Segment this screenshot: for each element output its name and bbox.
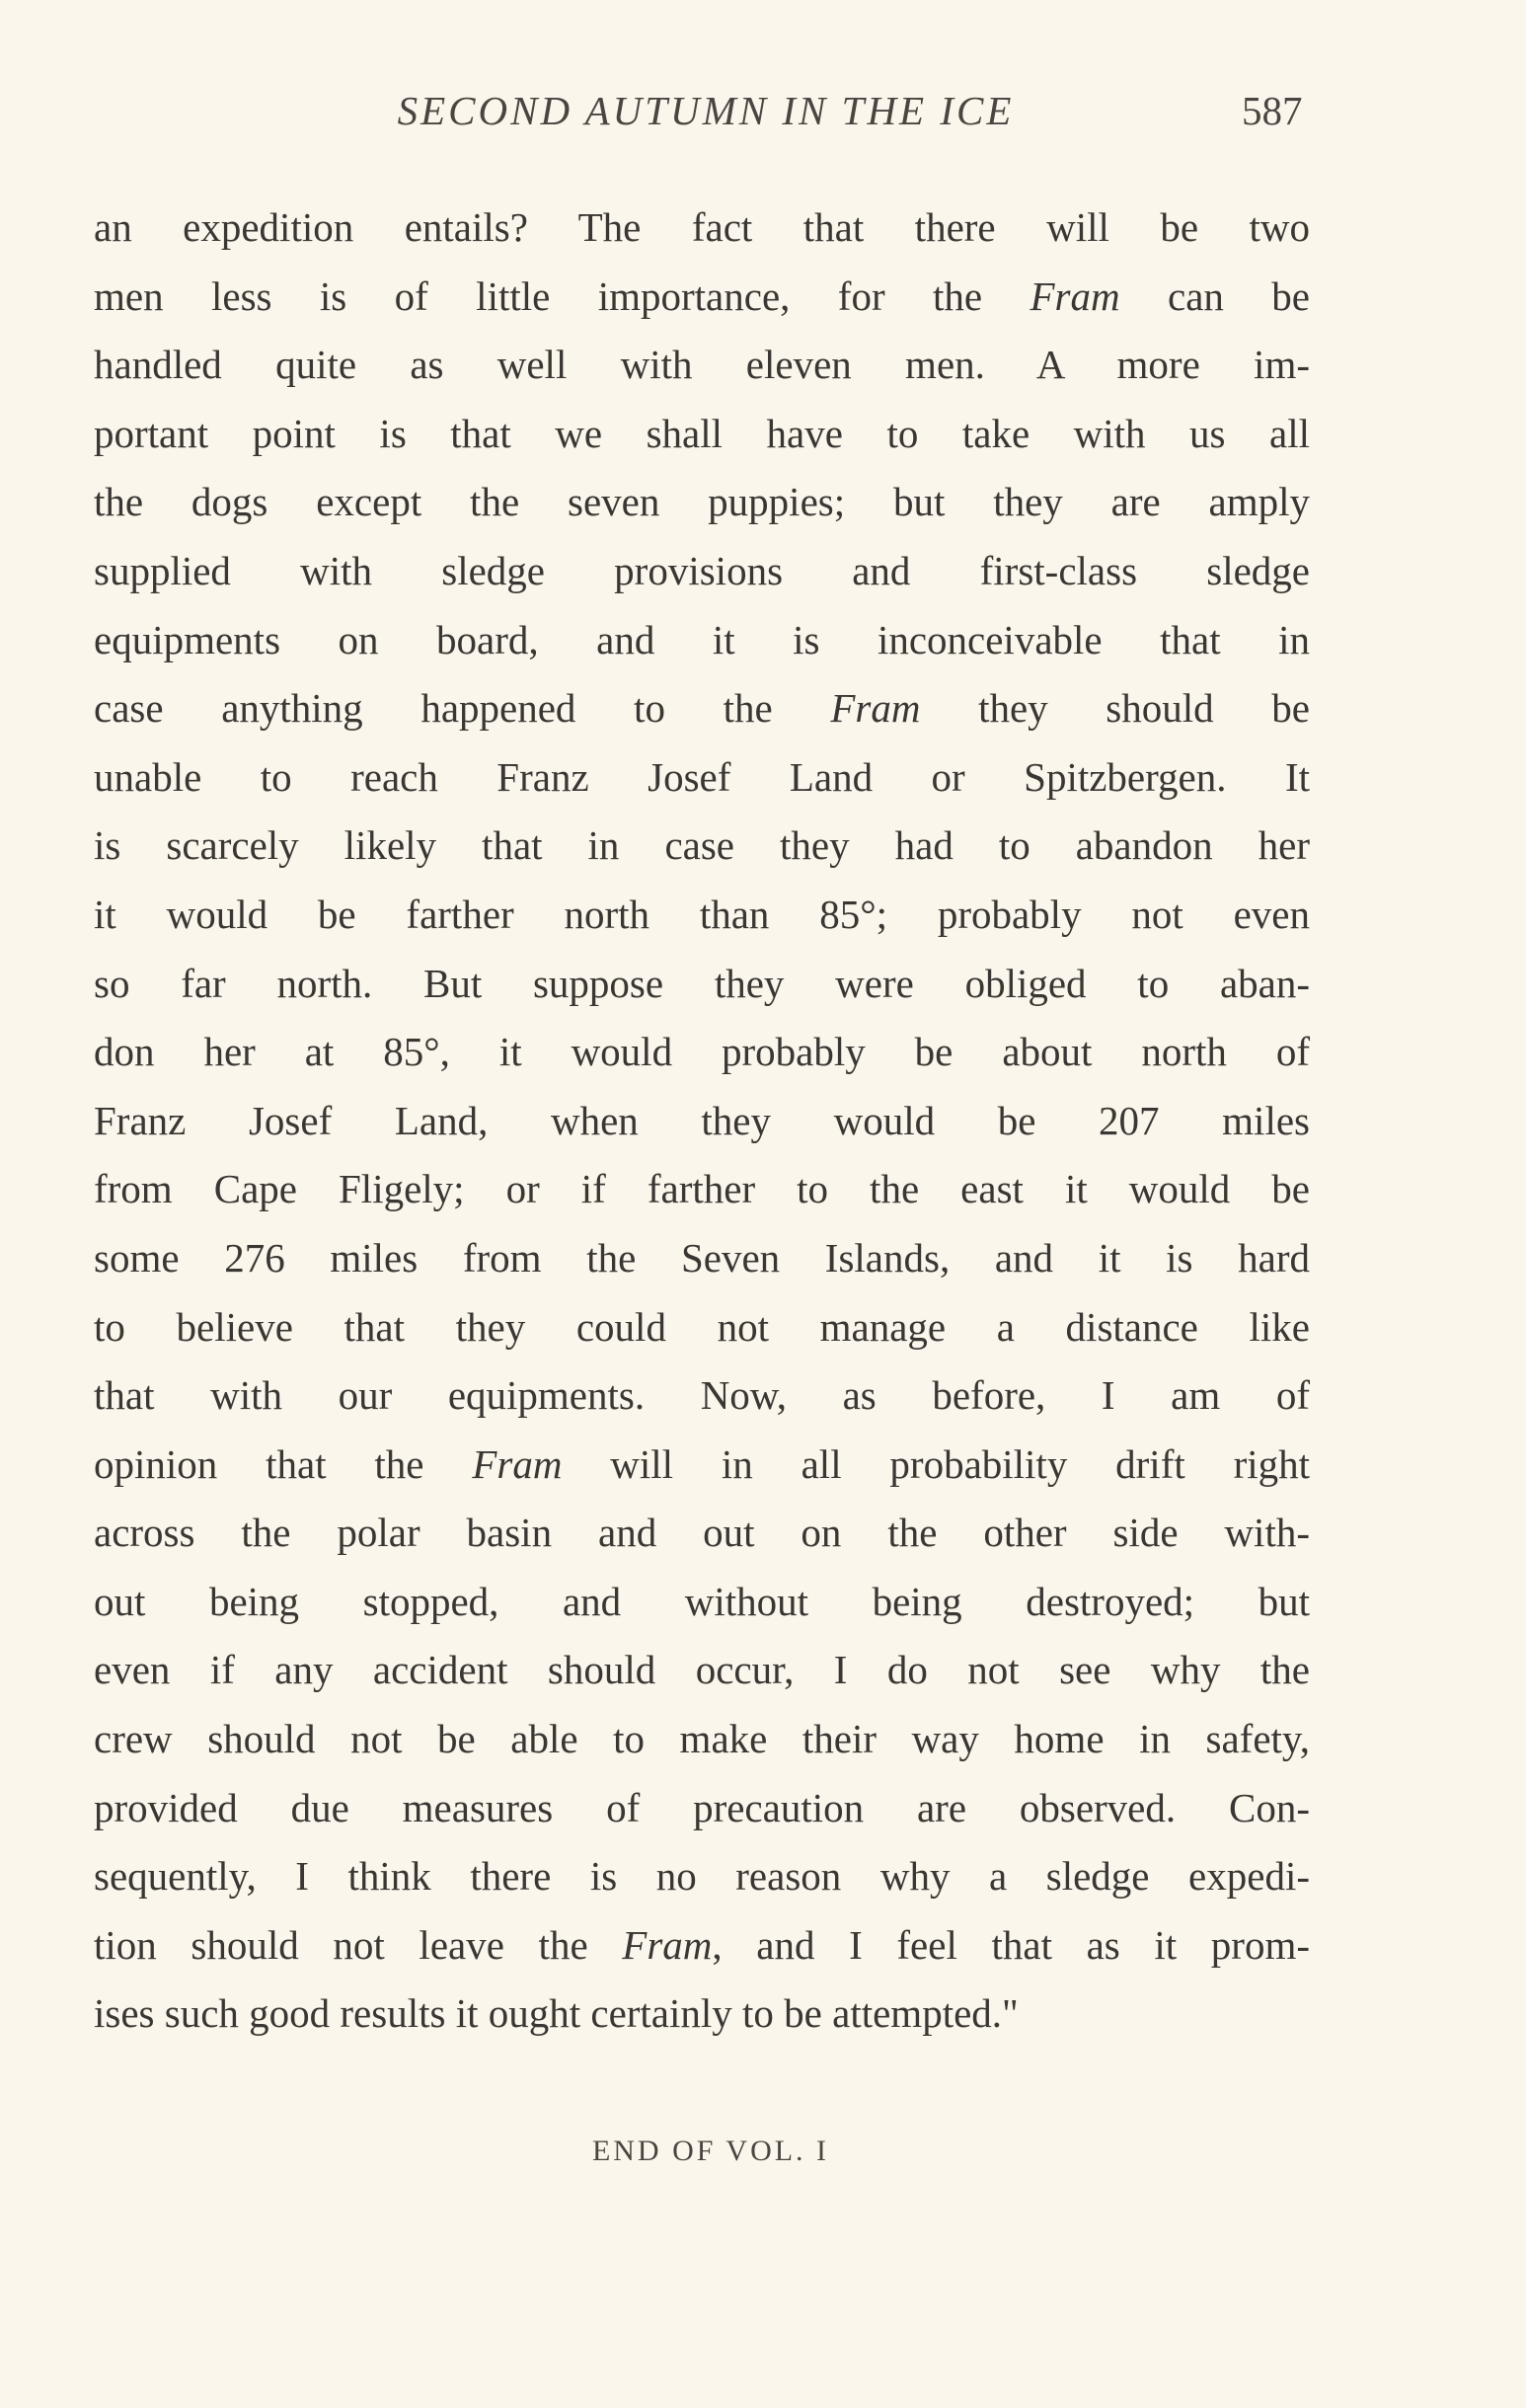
text-line: [94, 674, 1310, 743]
text-segment: don her at 85°, it would probably be about north of: [94, 1029, 1310, 1075]
italic-ship-name: Fram: [830, 685, 921, 732]
text-segment: provided due measures of precaution are observed. Con-: [94, 1784, 1310, 1830]
text-line: [94, 194, 1310, 263]
text-line: [94, 537, 1310, 606]
text-line: [94, 263, 1310, 332]
text-line: [94, 1705, 1310, 1774]
end-of-volume-note: END OF VOL. I: [591, 2135, 830, 2167]
text-segment: an expedition entails? The fact that there will be two: [94, 204, 1310, 250]
text-segment: opinion that the: [94, 1440, 473, 1487]
text-segment: men less is of little importance, for the: [94, 272, 1030, 319]
text-segment: unable to reach Franz Josef Land or Spitzbergen. It: [94, 753, 1310, 800]
body-text: [94, 194, 1310, 2049]
text-line: [94, 1087, 1310, 1156]
text-segment: will in all probability drift right: [562, 1440, 1311, 1487]
text-line: [94, 1842, 1310, 1911]
text-segment: the dogs except the seven puppies; but they are amply: [94, 479, 1310, 525]
text-segment: from Cape Fligely; or if farther to the east it would be: [94, 1166, 1310, 1212]
text-segment: across the polar basin and out on the other side with-: [94, 1510, 1310, 1556]
text-line: [94, 1361, 1310, 1431]
text-line: [94, 1224, 1310, 1293]
text-segment: tion should not leave the: [94, 1921, 623, 1968]
text-line: [94, 812, 1310, 881]
text-line: [94, 1980, 1310, 2049]
text-segment: is scarcely likely that in case they had to abandon her: [94, 822, 1310, 869]
text-line: [94, 1774, 1310, 1843]
text-segment: that with our equipments. Now, as before, I am of: [94, 1372, 1310, 1419]
text-line: [94, 1431, 1310, 1500]
italic-ship-name: Fram: [472, 1440, 563, 1487]
text-segment: handled quite as well with eleven men. A more im-: [94, 342, 1310, 388]
text-line: [94, 468, 1310, 537]
text-segment: supplied with sledge provisions and first-class sledge: [94, 547, 1310, 593]
text-segment: it would be farther north than 85°; probably not even: [94, 891, 1310, 937]
text-line: [94, 606, 1310, 675]
text-segment: so far north. But suppose they were obliged to aban-: [94, 960, 1310, 1006]
page-number: 587: [1242, 88, 1303, 133]
text-line: [94, 331, 1310, 400]
running-head: SECOND AUTUMN IN THE ICE: [397, 88, 1015, 133]
text-line: [94, 1636, 1310, 1705]
text-line: [94, 1499, 1310, 1568]
text-segment: sequently, I think there is no reason why a sledge expedi-: [94, 1853, 1310, 1900]
italic-ship-name: Fram: [1030, 272, 1120, 319]
text-segment: portant point is that we shall have to take with us all: [94, 410, 1310, 456]
text-line: [94, 950, 1310, 1019]
text-line: [94, 1018, 1310, 1087]
text-segment: case anything happened to the: [94, 685, 831, 732]
text-line: [94, 743, 1310, 813]
text-segment: some 276 miles from the Seven Islands, and it is hard: [94, 1234, 1310, 1281]
text-line: [94, 881, 1310, 950]
text-segment: can be: [1119, 272, 1310, 319]
text-segment: crew should not be able to make their way home in safety,: [94, 1716, 1310, 1762]
text-line: [94, 1568, 1310, 1637]
text-segment: even if any accident should occur, I do not see why the: [94, 1647, 1310, 1693]
text-segment: Franz Josef Land, when they would be 207 miles: [94, 1097, 1310, 1143]
text-line: [94, 1155, 1310, 1224]
text-segment: ises such good results it ought certainly to be attempted.": [94, 1990, 1019, 2037]
text-line: [94, 1911, 1310, 1981]
text-line: [94, 400, 1310, 469]
text-segment: out being stopped, and without being destroyed; but: [94, 1578, 1310, 1624]
italic-ship-name: Fram: [622, 1921, 713, 1968]
text-segment: they should be: [920, 685, 1310, 732]
text-line: [94, 1293, 1310, 1362]
text-segment: to believe that they could not manage a distance like: [94, 1303, 1310, 1350]
text-segment: , and I feel that as it prom-: [712, 1921, 1311, 1968]
text-segment: equipments on board, and it is inconceivable that in: [94, 616, 1310, 662]
